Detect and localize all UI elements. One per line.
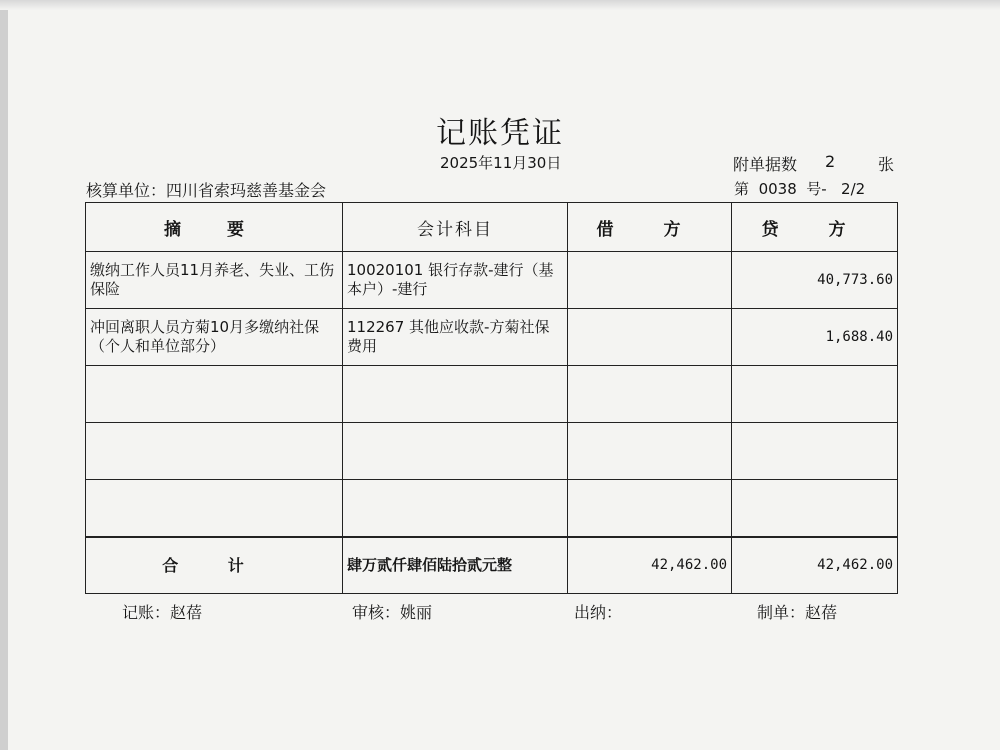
row-subject: 112267 其他应收款-方菊社保费用 xyxy=(343,309,568,366)
row-summary xyxy=(86,366,343,423)
table-row xyxy=(86,252,898,309)
row-debit xyxy=(568,309,732,366)
row-subject xyxy=(343,366,568,423)
row-subject: 10020101 银行存款-建行（基本户）-建行 xyxy=(343,252,568,309)
voucher-title: 记账凭证 xyxy=(436,116,564,151)
table-row xyxy=(86,366,898,423)
voucher-number-suffix: 号- xyxy=(806,180,827,198)
voucher-date: 2025年11月30日 xyxy=(440,154,562,172)
voucher-number-value: 0038 xyxy=(758,180,797,198)
row-summary: 缴纳工作人员11月养老、失业、工伤保险 xyxy=(86,252,343,309)
scan-edge-top xyxy=(0,0,1000,10)
header-row xyxy=(86,203,898,252)
accounting-unit-name: 四川省索玛慈善基金会 xyxy=(166,181,327,200)
row-summary xyxy=(86,423,343,480)
row-credit xyxy=(732,366,898,423)
signature-preparer: 制单：赵蓓 xyxy=(757,603,838,622)
voucher-table xyxy=(85,202,898,594)
total-row xyxy=(86,537,898,594)
row-summary: 冲回离职人员方菊10月多缴纳社保（个人和单位部分） xyxy=(86,309,343,366)
row-credit: 40,773.60 xyxy=(732,252,898,309)
attachment-label: 附单据数 xyxy=(733,155,798,174)
table-row xyxy=(86,480,898,538)
voucher-number-prefix: 第 xyxy=(734,180,750,198)
header-summary: 摘 要 xyxy=(86,203,343,252)
header-debit: 借 方 xyxy=(568,203,732,252)
total-label: 合 计 xyxy=(86,537,343,594)
row-debit xyxy=(568,480,732,538)
table-row xyxy=(86,423,898,480)
row-subject xyxy=(343,423,568,480)
row-credit: 1,688.40 xyxy=(732,309,898,366)
row-debit xyxy=(568,423,732,480)
total-debit: 42,462.00 xyxy=(568,537,732,594)
row-subject xyxy=(343,480,568,538)
total-amount-words: 肆万贰仟肆佰陆拾贰元整 xyxy=(343,537,568,594)
row-credit xyxy=(732,423,898,480)
row-credit xyxy=(732,480,898,538)
table-row xyxy=(86,309,898,366)
voucher-page: 2/2 xyxy=(841,180,866,198)
signature-bookkeeper: 记账：赵蓓 xyxy=(122,603,203,622)
row-summary xyxy=(86,480,343,538)
header-subject: 会计科目 xyxy=(343,203,568,252)
accounting-unit-label: 核算单位： xyxy=(86,181,167,200)
row-debit xyxy=(568,252,732,309)
signature-cashier: 出纳： xyxy=(574,603,623,622)
total-credit: 42,462.00 xyxy=(732,537,898,594)
attachment-unit: 张 xyxy=(878,155,895,174)
header-credit: 贷 方 xyxy=(732,203,898,252)
row-debit xyxy=(568,366,732,423)
attachment-count: 2 xyxy=(825,152,836,171)
voucher-number xyxy=(734,178,865,199)
accounting-unit xyxy=(86,178,326,201)
signature-reviewer: 审核：姚丽 xyxy=(352,603,433,622)
